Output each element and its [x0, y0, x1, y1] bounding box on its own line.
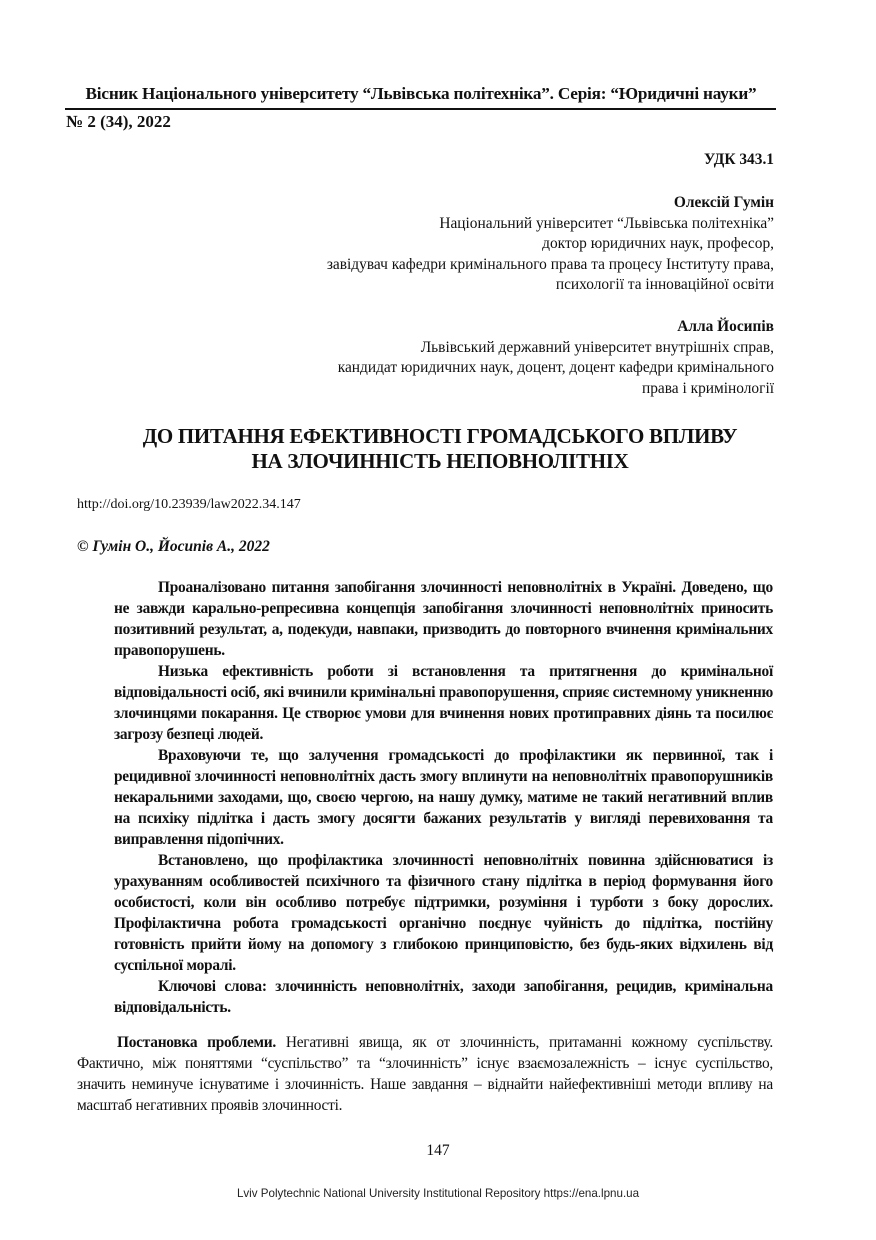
affiliation-line: Львівський державний університет внутрішніх справ,: [420, 338, 774, 356]
keywords: Ключові слова: злочинність неповнолітніх, заходи запобігання, рецидив, кримінальна відповідальність.: [114, 978, 773, 1016]
author-name: Алла Йосипів: [677, 318, 774, 335]
abstract: [114, 577, 773, 1018]
doi-link[interactable]: http://doi.org/10.23939/law2022.34.147: [77, 497, 301, 512]
author-block-1: [327, 193, 774, 296]
title-line: ДО ПИТАННЯ ЕФЕКТИВНОСТІ ГРОМАДСЬКОГО ВПЛИВУ: [142, 424, 738, 448]
affiliation-line: доктор юридичних наук, професор,: [542, 235, 774, 252]
affiliation-line: психології та інноваційної освіти: [555, 276, 774, 293]
repository-footer: Lviv Polytechnic National University Institutional Repository https://ena.lpnu.ua: [236, 1187, 640, 1200]
abstract-paragraph: Низька ефективність роботи зі встановлення та притягнення до кримінальної відповідальності осіб, які вчинили кримінальні правопорушення, сприяє системному уникненню злочинцями покарання. Це створює умови для вчинення нових протиправних діянь та посилює загрозу безпеці людей.: [114, 663, 773, 743]
paragraph-text: Негативні явища, як от злочинність, притаманні кожному суспільству. Фактично, між поняттями “суспільство” та “злочинність” існує взаємозалежність – існує суспільство, значить неминуче існуватиме і злочинність. Наше завдання – віднайти найефективніші методи впливу на масштаб негативних проявів злочинності.: [77, 1034, 773, 1114]
abstract-paragraph: Проаналізовано питання запобігання злочинності неповнолітніх в Україні. Доведено, що не завжди карально-репресивна концепція запобігання злочинності неповнолітніх приносить позитивний результат, а, подекуди, навпаки, призводить до повторного вчинення кримінальних правопорушень.: [114, 579, 773, 659]
page-number: 147: [426, 1142, 450, 1159]
author-name: Олексій Гумін: [673, 194, 774, 211]
author-block-2: [338, 317, 774, 399]
affiliation-line: Національний університет “Львівська політехніка”: [439, 214, 774, 232]
body-text: [77, 1032, 773, 1116]
abstract-paragraph: Враховуючи те, що залучення громадськості до профілактики як первинної, так і рецидивної злочинності неповнолітніх дасть змогу вплинути на неповнолітніх правопорушників некаральними заходами, що, своєю чергою, на нашу думку, матиме не такий негативний вплив на психіку підлітка і дасть змогу досягти бажаних результатів у вигляді перевиховання та виправлення підопічних.: [114, 747, 773, 848]
article-title: [66, 424, 814, 474]
body-paragraph: [77, 1032, 773, 1116]
udk-code: УДК 343.1: [704, 151, 774, 168]
affiliation-line: права і кримінології: [641, 379, 774, 397]
issue-number: № 2 (34), 2022: [66, 112, 171, 131]
affiliation-line: кандидат юридичних наук, доцент, доцент кафедри кримінального: [337, 359, 774, 376]
title-line: НА ЗЛОЧИННІСТЬ НЕПОВНОЛІТНІХ: [251, 449, 629, 473]
journal-header: Вісник Національного університету “Львівська політехніка”. Серія: “Юридичні науки”: [85, 84, 757, 103]
abstract-paragraph: Встановлено, що профілактика злочинності неповнолітніх повинна здійснюватися із урахуванням особливостей психічного та фізичного стану підлітка в період формування його особистості, коли він особливо потребує підтримки, розуміння і турботи з боку дорослих. Профілактична робота громадськості органічно поєднує чуйність до підлітка, постійну готовність прийти йому на допомогу з глибокою принциповістю, без будь-яких відхилень від суспільної моралі.: [114, 852, 773, 974]
affiliation-line: завідувач кафедри кримінального права та процесу Інституту права,: [326, 255, 774, 273]
copyright: © Гумін О., Йосипів А., 2022: [77, 538, 270, 555]
section-heading: Постановка проблеми.: [117, 1034, 276, 1051]
header-rule: [65, 108, 776, 110]
